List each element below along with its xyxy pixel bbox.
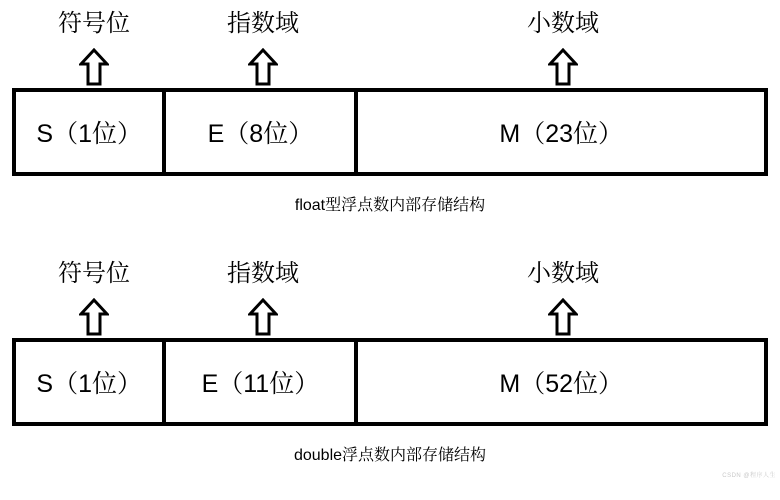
double-label-sign: 符号位 [58,260,130,287]
float-arrows [0,48,780,88]
arrow-up-icon [548,48,578,86]
float-label-sign: 符号位 [58,10,130,37]
double-bit-layout [12,338,768,426]
double-cell-mantissa: M（52位） [354,342,764,422]
double-figure [0,250,780,465]
float-cell-sign: S（1位） [36,120,142,148]
double-cell-sign: S（1位） [36,370,142,398]
float-figure [0,0,780,215]
double-label-exponent: 指数域 [227,260,299,287]
double-arrows [0,298,780,338]
arrow-up-icon [548,298,578,336]
arrow-up-icon [79,298,109,336]
float-bit-layout [12,88,768,176]
double-label-mantissa: 小数域 [527,260,599,287]
float-caption: float型浮点数内部存储结构 [294,197,486,214]
double-field-labels [0,250,780,298]
float-label-exponent: 指数域 [227,10,299,37]
double-caption: double浮点数内部存储结构 [293,447,487,464]
double-cell-exponent: E（11位） [162,342,354,422]
arrow-up-icon [248,48,278,86]
float-label-mantissa: 小数域 [527,10,599,37]
float-cell-exponent: E（8位） [162,92,354,172]
float-cell-mantissa: M（23位） [354,92,764,172]
arrow-up-icon [79,48,109,86]
float-field-labels [0,0,780,48]
arrow-up-icon [248,298,278,336]
watermark: CSDN @程序人生 [722,473,776,479]
